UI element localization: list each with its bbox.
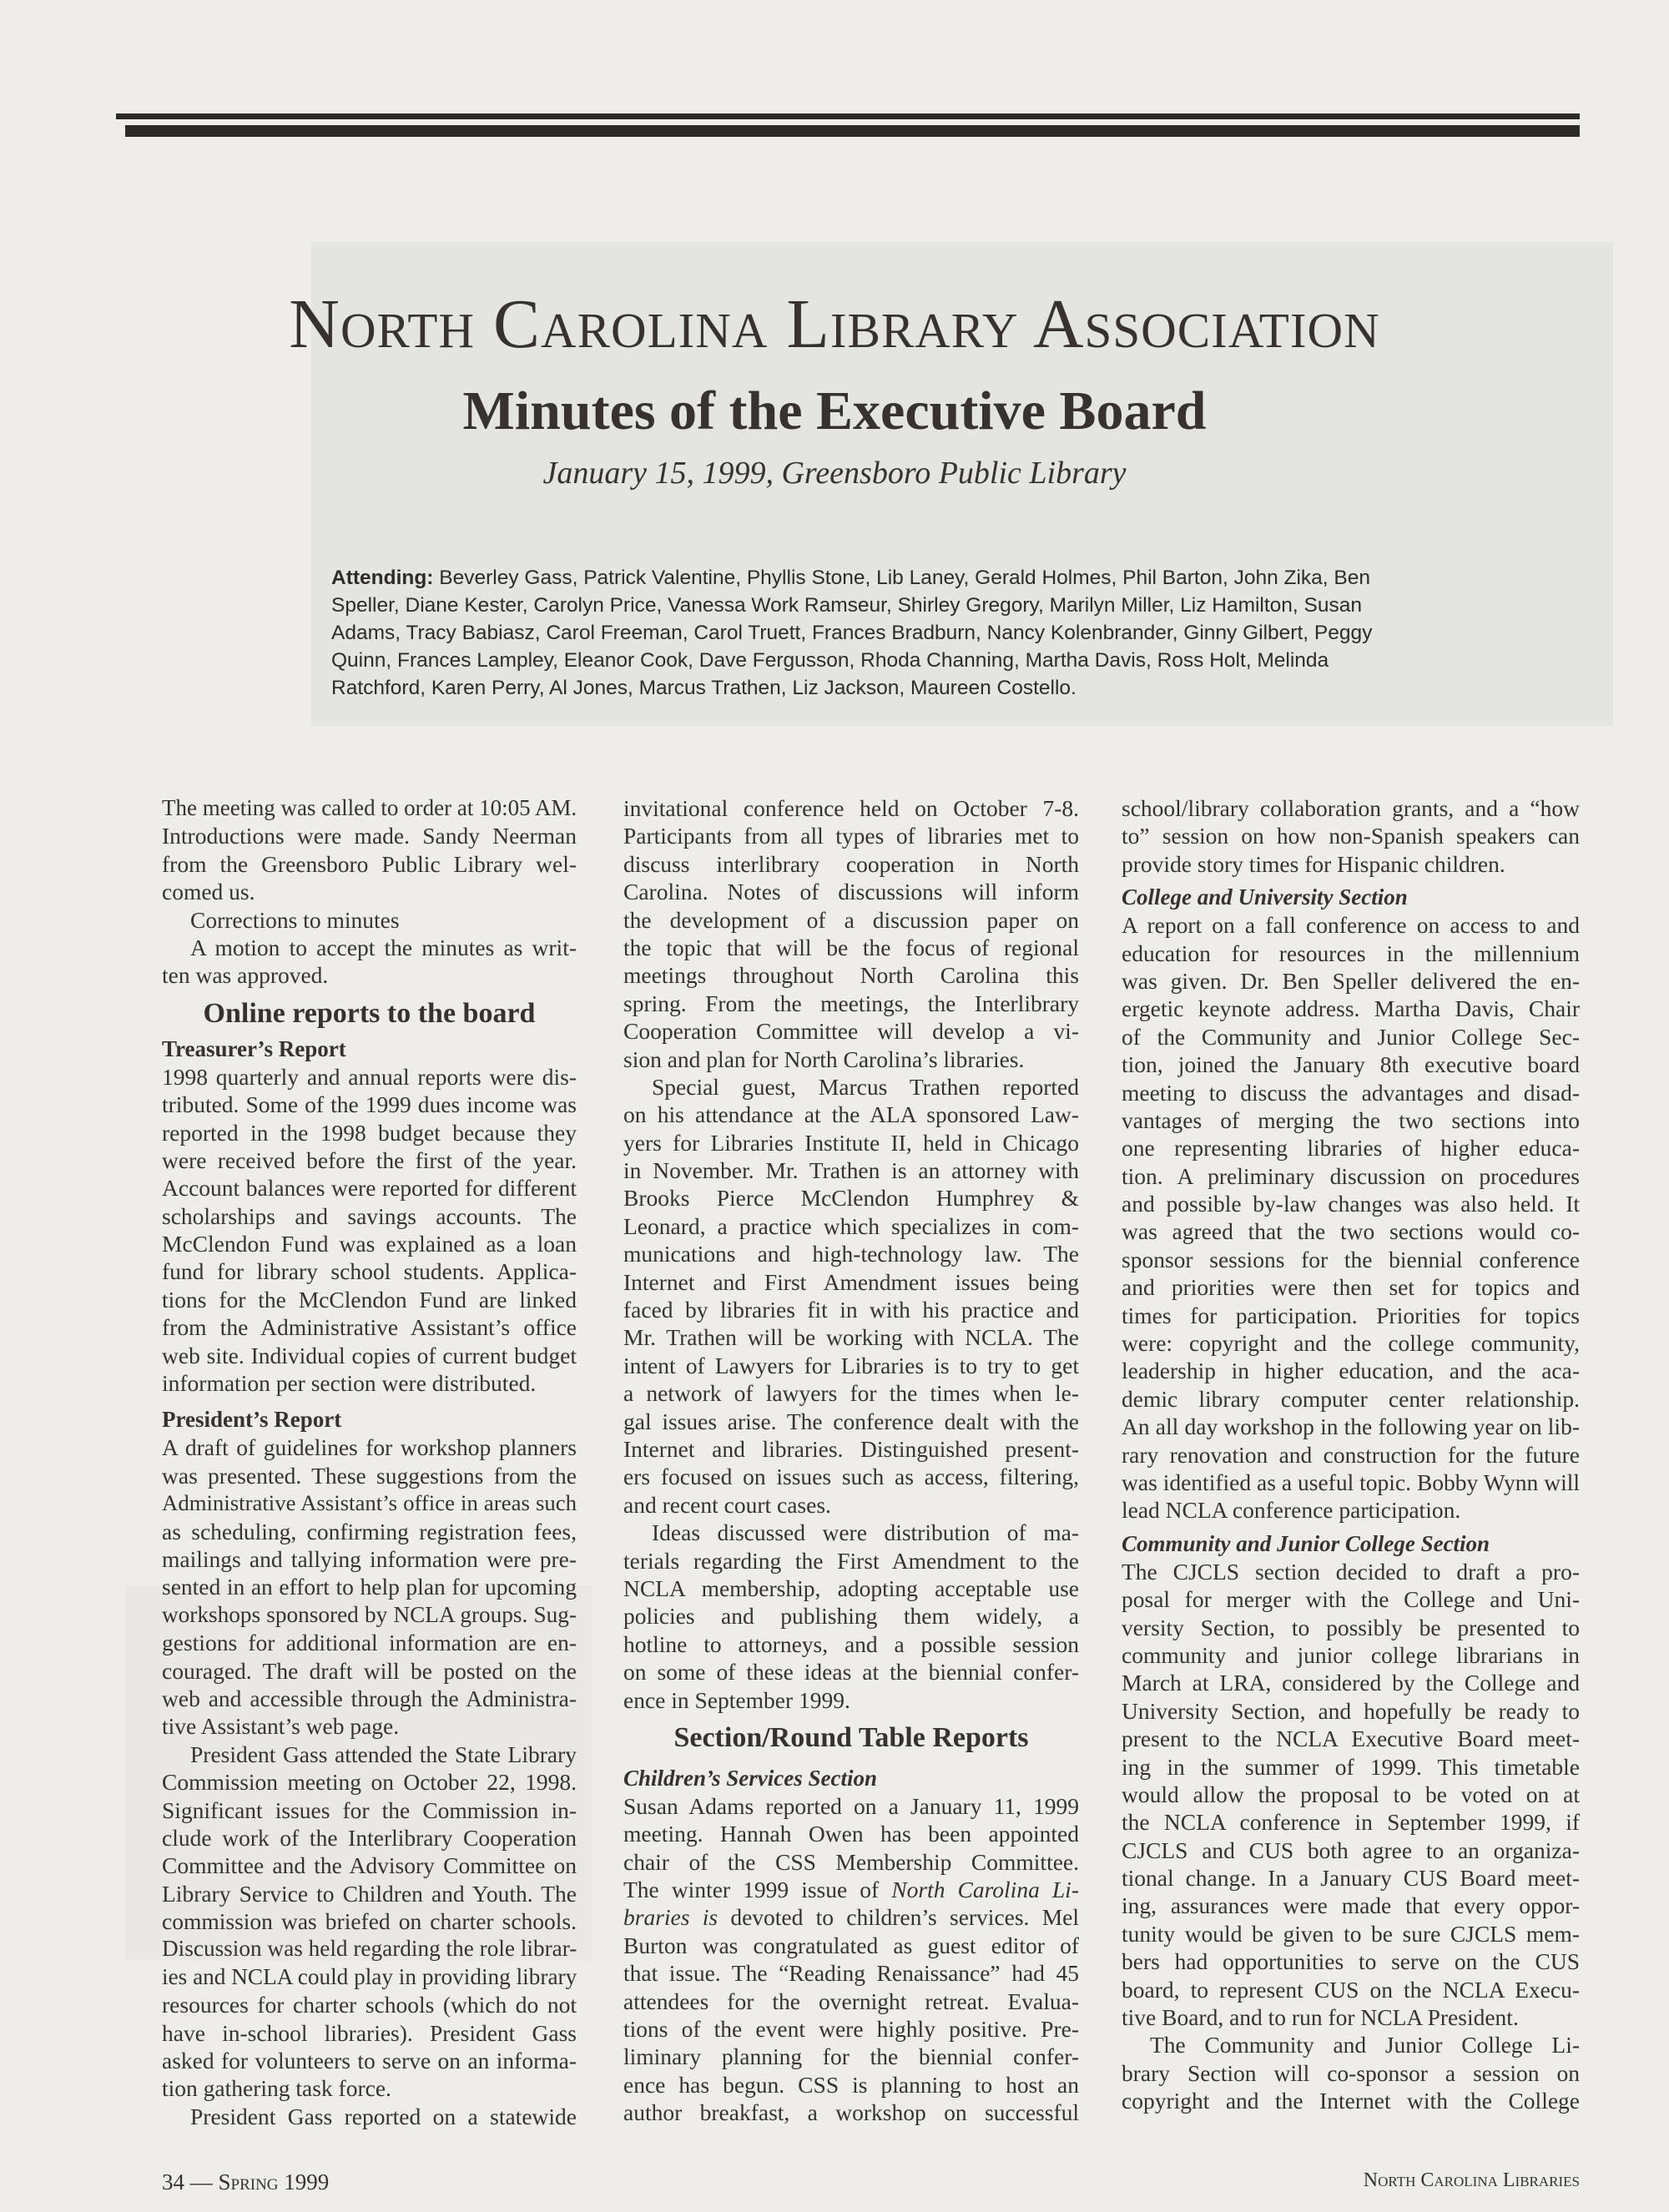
text-line: sented in an effort to help plan for upcoming (162, 1574, 577, 1600)
document-title: Minutes of the Executive Board (462, 380, 1207, 441)
attendance-line: Ratchford, Karen Perry, Al Jones, Marcus Trathen, Liz Jackson, Maureen Costello. (331, 677, 1077, 699)
text-line: Susan Adams reported on a January 11, 1999 (623, 1792, 1079, 1819)
text-line: tive Board, and to run for NCLA President. (1122, 2004, 1519, 2031)
text-line: CJCLS and CUS both agree to an organiza- (1122, 1837, 1580, 1863)
text-line: ten was approved. (162, 962, 329, 989)
text-line: on his attendance at the ALA sponsored Law- (623, 1101, 1079, 1128)
text-line: the development of a discussion paper on (623, 906, 1079, 933)
text-span: devoted to children’s services. Mel (718, 1904, 1079, 1931)
text-line: from the Greensboro Public Library wel- (162, 850, 577, 877)
text-line: A report on a fall conference on access to and (1122, 912, 1580, 939)
italic-title-text: braries is (623, 1904, 719, 1931)
text-line: sponsor sessions for the biennial conference (1122, 1246, 1580, 1272)
text-line: tion gathering task force. (162, 2075, 391, 2102)
text-line: meetings throughout North Carolina this (623, 962, 1079, 989)
text-line (623, 1903, 1079, 1931)
text-line: tributed. Some of the 1999 dues income was (162, 1091, 577, 1118)
text-column-1 (162, 794, 577, 2130)
text-line: would allow the proposal to be voted on at (1122, 1781, 1580, 1807)
text-line: Account balances were reported for different (162, 1175, 577, 1202)
text-line: Library Service to Children and Youth. The (162, 1880, 577, 1907)
header-rule-thick (125, 125, 1580, 137)
text-line: web and accessible through the Administra- (162, 1685, 577, 1711)
text-line: The CJCLS section decided to draft a pro- (1122, 1558, 1580, 1585)
subsection-heading: Children’s Services Section (623, 1765, 878, 1791)
subsection-heading: President’s Report (162, 1407, 342, 1433)
text-line: have in-school libraries). President Gass (162, 2019, 577, 2046)
text-line: McClendon Fund was explained as a loan (162, 1231, 577, 1257)
text-line: education for resources in the millennium (1122, 940, 1580, 966)
text-line: munications and high-technology law. The (623, 1241, 1079, 1267)
page-number-issue: 34 — Spring 1999 (162, 2169, 330, 2194)
text-line: a network of lawyers for the times when le- (623, 1380, 1079, 1407)
text-line: copyright and the Internet with the College (1122, 2088, 1580, 2114)
text-line: of the Community and Junior College Sec- (1122, 1023, 1580, 1050)
text-line: present to the NCLA Executive Board meet- (1122, 1726, 1580, 1752)
attending-label: Attending: (331, 567, 434, 589)
text-line: rary renovation and construction for the future (1122, 1441, 1580, 1468)
section-heading: Section/Round Table Reports (673, 1721, 1029, 1753)
text-line: Introductions were made. Sandy Neerman (162, 823, 577, 849)
text-line: Commission meeting on October 22, 1998. (162, 1769, 577, 1796)
text-line: spring. From the meetings, the Interlibrary (623, 990, 1079, 1016)
text-line: gestions for additional information are en- (162, 1630, 577, 1656)
text-line: President Gass attended the State Library (190, 1741, 577, 1767)
text-line: attendees for the overnight retreat. Evalua- (623, 1988, 1079, 2014)
text-line: that issue. The “Reading Renaissance” had 45 (623, 1960, 1079, 1987)
text-line: tions for the McClendon Fund are linked (162, 1286, 577, 1313)
text-line: from the Administrative Assistant’s office (162, 1314, 577, 1341)
text-line: Brooks Pierce McClendon Humphrey & (623, 1185, 1079, 1212)
text-line: NCLA membership, adopting acceptable use (623, 1575, 1079, 1601)
text-line: board, to represent CUS on the NCLA Execu- (1122, 1976, 1580, 2003)
text-line: ies and NCLA could play in providing library (162, 1963, 577, 1989)
text-line: the NCLA conference in September 1999, if (1122, 1809, 1580, 1836)
text-line: tional change. In a January CUS Board meet- (1122, 1865, 1580, 1892)
text-line: one representing libraries of higher educa- (1122, 1135, 1580, 1161)
text-line: Administrative Assistant’s office in areas such (162, 1490, 577, 1516)
subsection-heading: Community and Junior College Section (1122, 1530, 1490, 1556)
text-line: policies and publishing them widely, a (623, 1603, 1079, 1630)
text-line: A draft of guidelines for workshop planners (162, 1434, 577, 1461)
attendance-line (331, 564, 1466, 592)
text-line: demic library computer center relationship. (1122, 1385, 1580, 1412)
text-line: scholarships and savings accounts. The (162, 1202, 577, 1229)
text-line: and priorities were then set for topics and (1122, 1274, 1580, 1301)
text-line: reported in the 1998 budget because they (162, 1119, 577, 1146)
text-line: asked for volunteers to serve on an informa- (162, 2048, 577, 2074)
text-line: hotline to attorneys, and a possible session (623, 1630, 1079, 1657)
text-line: the topic that will be the focus of regional (623, 934, 1079, 960)
text-line: and recent court cases. (623, 1491, 831, 1518)
text-line: bers had opportunities to serve on the CUS (1122, 1948, 1580, 1975)
text-line: ence in September 1999. (623, 1686, 850, 1713)
text-line: was identified as a useful topic. Bobby Wynn will (1122, 1469, 1580, 1495)
text-line: workshops sponsored by NCLA groups. Sug- (162, 1601, 577, 1627)
text-line: information per section were distributed. (162, 1370, 537, 1397)
text-line: Internet and libraries. Distinguished present- (623, 1435, 1079, 1462)
text-line: fund for library school students. Applica- (162, 1258, 577, 1285)
text-line: An all day workshop in the following year on lib- (1122, 1413, 1580, 1440)
text-line: mailings and tallying information were pre- (162, 1545, 577, 1572)
text-line: tions of the event were highly positive. Pre- (623, 2016, 1079, 2043)
text-line: Discussion was held regarding the role librar- (162, 1936, 577, 1962)
attendance-line: Quinn, Frances Lampley, Eleanor Cook, Dave Fergusson, Rhoda Channing, Martha Davis, Ross Holt, Melinda (331, 649, 1329, 672)
text-line: on some of these ideas at the biennial confer- (623, 1659, 1079, 1685)
text-line: Internet and First Amendment issues being (623, 1268, 1079, 1295)
text-line: community and junior college librarians in (1122, 1641, 1580, 1668)
text-line: Participants from all types of libraries met to (623, 823, 1079, 849)
attendance-line: Speller, Diane Kester, Carolyn Price, Vanessa Work Ramseur, Shirley Gregory, Marilyn Miller, Liz Hamilton, Susan (331, 594, 1363, 617)
text-line: sion and plan for North Carolina’s libraries. (623, 1046, 1025, 1072)
text-line: yers for Libraries Institute II, held in Chicago (623, 1129, 1079, 1156)
text-line: discuss interlibrary cooperation in North (623, 850, 1079, 877)
text-line: ers focused on issues such as access, filtering, (623, 1464, 1079, 1490)
text-line: Mr. Trathen will be working with NCLA. The (623, 1324, 1079, 1351)
header-rule-thin (116, 113, 1580, 119)
text-line: author breakfast, a workshop on successful (623, 2099, 1079, 2126)
text-line: Carolina. Notes of discussions will inform (623, 879, 1079, 905)
text-line: couraged. The draft will be posted on the (162, 1657, 577, 1684)
text-line: Ideas discussed were distribution of ma- (652, 1519, 1079, 1546)
text-line: Cooperation Committee will develop a vi- (623, 1018, 1079, 1045)
text-line: in November. Mr. Trathen is an attorney with (623, 1157, 1079, 1184)
text-column-3 (1122, 794, 1580, 2115)
italic-title-text: North Carolina Li- (891, 1877, 1079, 1903)
text-line: commission was briefed on charter schools. (162, 1908, 577, 1935)
meeting-date-location: January 15, 1999, Greensboro Public Library (542, 456, 1127, 491)
text-line: chair of the CSS Membership Committee. (623, 1848, 1079, 1875)
text-line: tion, joined the January 8th executive board (1122, 1051, 1580, 1078)
text-line: lead NCLA conference participation. (1122, 1497, 1461, 1524)
text-line: school/library collaboration grants, and a “how (1122, 795, 1580, 821)
subsection-heading: Treasurer’s Report (162, 1035, 346, 1061)
text-line: meeting to discuss the advantages and disad- (1122, 1079, 1580, 1106)
text-line: to” session on how non-Spanish speakers can (1122, 823, 1580, 849)
text-line: ing in the summer of 1999. This timetable (1122, 1753, 1580, 1780)
text-line: was agreed that the two sections would co- (1122, 1218, 1580, 1245)
text-line: President Gass reported on a statewide (190, 2103, 577, 2129)
text-line: vantages of merging the two sections into (1122, 1106, 1580, 1133)
publication-name: North Carolina Libraries (1363, 2169, 1580, 2191)
text-line: terials regarding the First Amendment to the (623, 1547, 1079, 1574)
text-line: provide story times for Hispanic children. (1122, 850, 1505, 877)
text-line: was presented. These suggestions from the (162, 1462, 577, 1489)
text-line: Significant issues for the Commission in- (162, 1796, 577, 1823)
text-line: clude work of the Interlibrary Cooperation (162, 1824, 577, 1851)
text-line: Burton was congratulated as guest editor of (623, 1932, 1079, 1958)
text-line: Committee and the Advisory Committee on (162, 1852, 577, 1879)
text-line: meeting. Hannah Owen has been appointed (623, 1821, 1079, 1847)
section-heading: Online reports to the board (203, 997, 536, 1029)
text-line: posal for merger with the College and Uni- (1122, 1586, 1580, 1613)
text-line: brary Section will co-sponsor a session on (1122, 2059, 1580, 2086)
text-line: March at LRA, considered by the College and (1122, 1670, 1580, 1696)
text-line: Leonard, a practice which specializes in com- (623, 1212, 1079, 1239)
text-line: times for participation. Priorities for topics (1122, 1302, 1580, 1328)
text-line: tunity would be given to be sure CJCLS mem- (1122, 1920, 1580, 1947)
subsection-heading: College and University Section (1122, 884, 1408, 910)
text-line: ing, assurances were made that every oppor- (1122, 1892, 1580, 1919)
attendance-list (331, 564, 1466, 702)
text-line: University Section, and hopefully be ready to (1122, 1697, 1580, 1724)
attendance-line: Adams, Tracy Babiasz, Carol Freeman, Carol Truett, Frances Bradburn, Nancy Kolenbrander, Ginny Gilbert, Peggy (331, 622, 1373, 644)
text-line: Special guest, Marcus Trathen reported (652, 1073, 1079, 1100)
text-line: tive Assistant’s web page. (162, 1713, 400, 1740)
organization-title: North Carolina Library Association (289, 285, 1380, 363)
text-line: gal issues arise. The conference dealt with the (623, 1408, 1079, 1434)
text-line: intent of Lawyers for Libraries is to try to get (623, 1352, 1079, 1378)
text-line: ence has begun. CSS is planning to host an (623, 2071, 1079, 2098)
text-line: versity Section, to possibly be presented to (1122, 1614, 1580, 1640)
text-line: were received before the first of the year. (162, 1146, 577, 1173)
text-line: leadership in higher education, and the aca- (1122, 1358, 1580, 1384)
text-line: A motion to accept the minutes as writ- (190, 934, 577, 960)
text-line: as scheduling, confirming registration fees, (162, 1518, 577, 1544)
text-line: ergetic keynote address. Martha Davis, Chair (1122, 995, 1580, 1022)
text-line: comed us. (162, 879, 255, 905)
text-column-2 (623, 794, 1079, 2127)
text-line: web site. Individual copies of current budget (162, 1342, 577, 1368)
text-line: and possible by-law changes was also held. It (1122, 1191, 1580, 1217)
text-line: 1998 quarterly and annual reports were dis- (162, 1063, 577, 1090)
text-span: The winter 1999 issue of (623, 1877, 892, 1903)
text-line: The Community and Junior College Li- (1150, 2032, 1580, 2058)
text-line: resources for charter schools (which do not (162, 1992, 577, 2018)
text-line: was given. Dr. Ben Speller delivered the en- (1122, 967, 1580, 994)
attendance-names: Beverley Gass, Patrick Valentine, Phyllis Stone, Lib Laney, Gerald Holmes, Phil Barton, John Zika, Ben (433, 567, 1371, 589)
text-line: liminary planning for the biennial confer- (623, 2043, 1079, 2070)
text-line: invitational conference held on October 7-8. (623, 795, 1079, 821)
text-line: The meeting was called to order at 10:05 AM. (162, 795, 577, 820)
text-line: Corrections to minutes (190, 906, 400, 933)
text-line: were: copyright and the college community, (1122, 1330, 1580, 1357)
text-line (623, 1876, 1079, 1903)
text-line: faced by libraries fit in with his practice and (623, 1297, 1079, 1323)
text-line: tion. A preliminary discussion on procedures (1122, 1162, 1580, 1189)
